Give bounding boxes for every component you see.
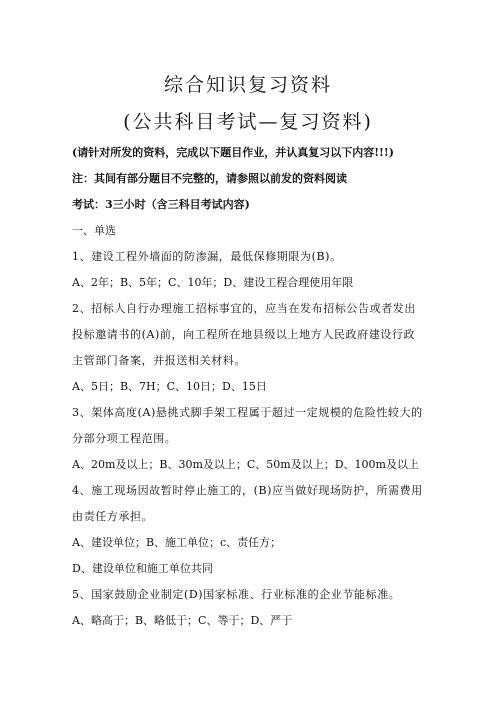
question-2-options: A、5日；B、7H；C、10日；D、15日 xyxy=(72,380,267,393)
question-1-text: 1、建设工程外墙面的防渗漏，最低保修期限为(B)。 xyxy=(72,250,342,263)
question-5-options: A、略高于；B、略低于；C、等于；D、严于 xyxy=(72,614,293,627)
document-subtitle: (公共科目考试—复习资料) xyxy=(123,111,373,133)
question-4-options-line-1: A、建设单位；B、施工单位；c、责任方； xyxy=(72,536,282,549)
notice-exam-time: 考试：3三小时（含三科目考试内容) xyxy=(72,198,250,211)
question-5-text: 5、国家鼓励企业制定(D)国家标准、行业标准的企业节能标准。 xyxy=(72,588,401,601)
question-4-options-line-2: D、建设单位和施工单位共同 xyxy=(72,562,213,575)
question-2-text-line-2: 投标邀请书的(A)前，向工程所在地县级以上地方人民政府建设行政 xyxy=(72,328,416,341)
question-4-text-line-2: 由责任方承担。 xyxy=(72,510,154,523)
question-2-text-line-1: 2、招标人自行办理施工招标事宜的，应当在发布招标公告或者发出 xyxy=(72,302,416,315)
question-1-options: A、2年；B、5年；C、10年；D、建设工程合理使用年限 xyxy=(72,276,354,289)
notice-incomplete: 注：其间有部分题目不完整的，请参照以前发的资料阅读 xyxy=(72,172,347,185)
question-3-text-line-1: 3、架体高度(A)悬挑式脚手架工程属于超过一定规模的危险性较大的 xyxy=(72,406,423,419)
question-3-text-line-2: 分部分项工程范围。 xyxy=(72,432,177,445)
question-4-text-line-1: 4、施工现场因故暂时停止施工的，(B)应当做好现场防护，所需费用 xyxy=(72,484,423,497)
question-2-text-line-3: 主管部门备案，并报送相关材料。 xyxy=(72,354,246,367)
document-title: 综合知识复习资料 xyxy=(163,74,332,96)
notice-instructions: (请针对所发的资料，完成以下题目作业，并认真复习以下内容!!!) xyxy=(72,146,394,159)
question-3-options: A、20m及以上；B、30m及以上；C、50m及以上；D、100m及以上 xyxy=(72,458,419,471)
section-heading: 一、单选 xyxy=(72,224,116,237)
